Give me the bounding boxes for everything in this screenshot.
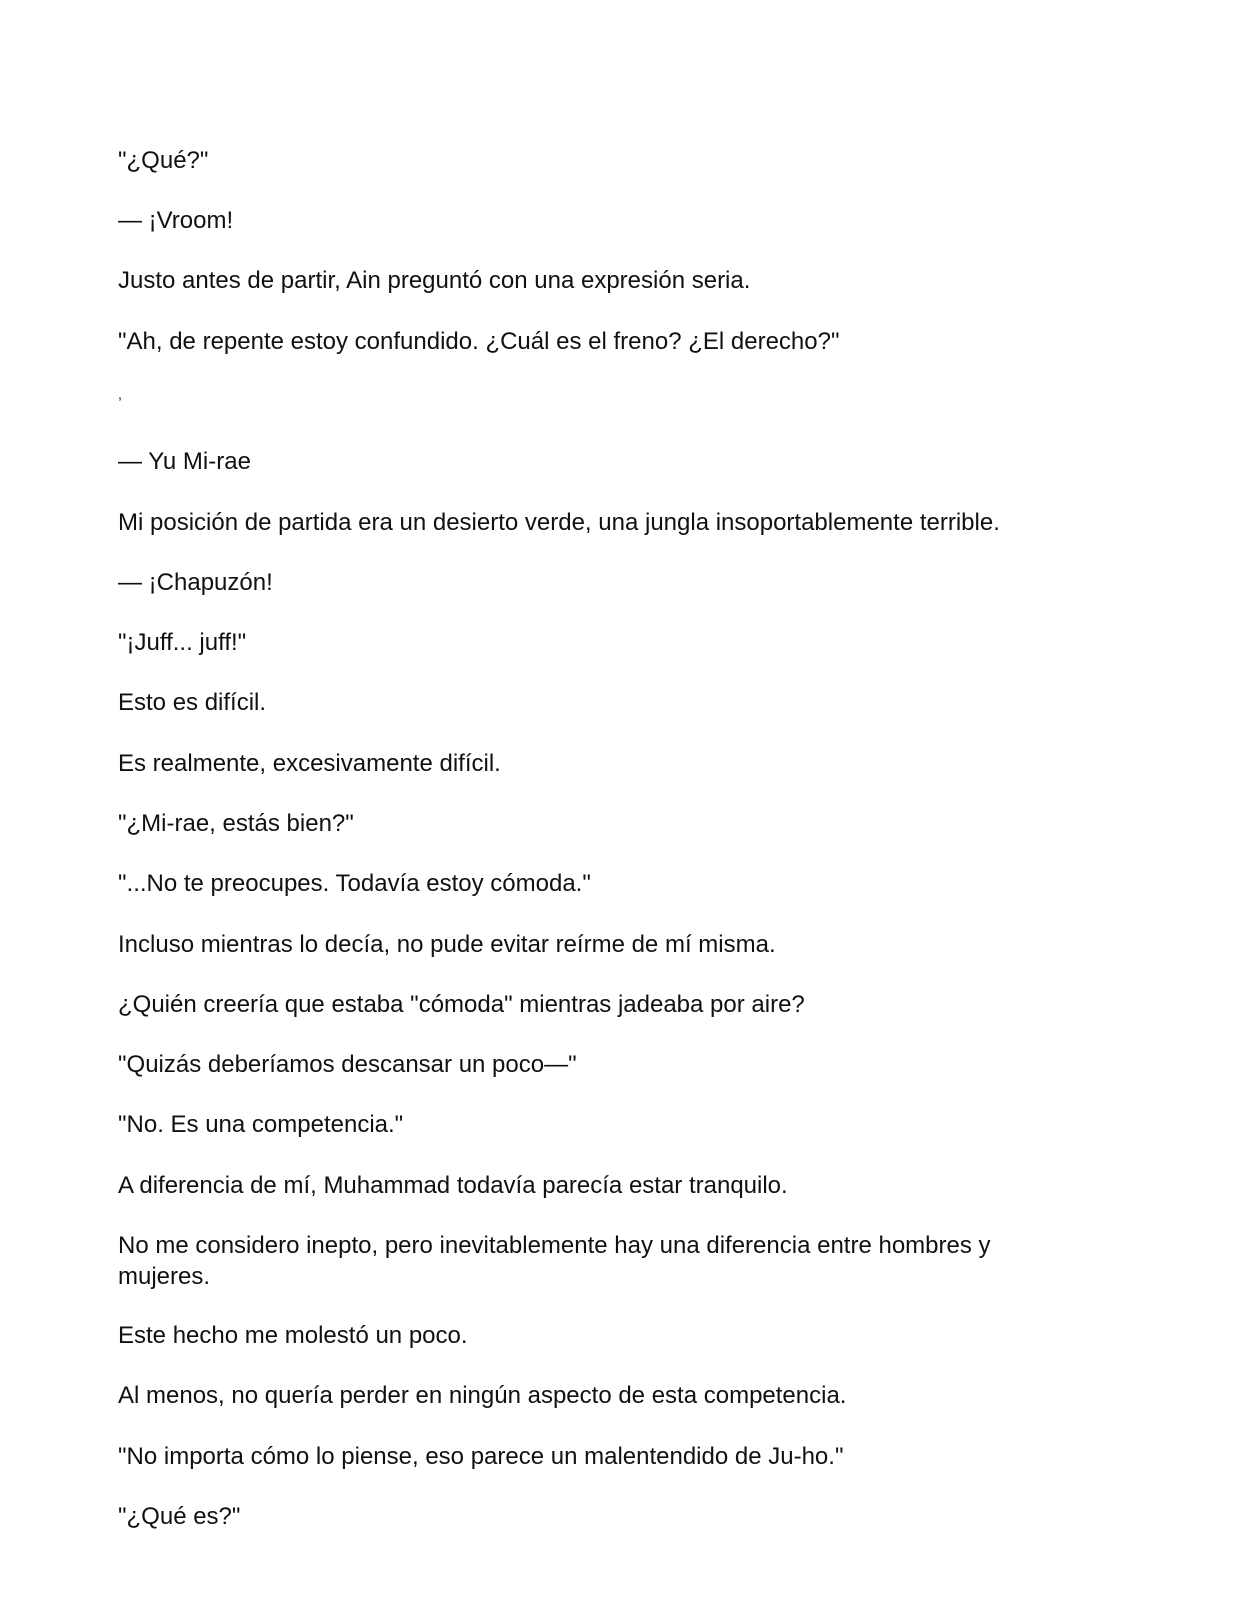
paragraph: "¡Juff... juff!": [118, 629, 247, 656]
paragraph: — Yu Mi-rae: [118, 448, 251, 475]
paragraph: "Ah, de repente estoy confundido. ¿Cuál es el freno? ¿El derecho?": [118, 328, 840, 355]
paragraph: "No importa cómo lo piense, eso parece un malentendido de Ju-ho.": [118, 1443, 844, 1470]
paragraph: Al menos, no quería perder en ningún aspecto de esta competencia.: [118, 1382, 847, 1409]
paragraph: Justo antes de partir, Ain preguntó con una expresión seria.: [118, 267, 751, 294]
paragraph: "...No te preocupes. Todavía estoy cómoda.": [118, 870, 591, 897]
paragraph: "¿Qué es?": [118, 1503, 241, 1530]
paragraph: ¿Quién creería que estaba "cómoda" mientras jadeaba por aire?: [118, 991, 805, 1018]
paragraph: Mi posición de partida era un desierto verde, una jungla insoportablemente terrible.: [118, 509, 1000, 536]
paragraph-mark: ,: [118, 386, 122, 402]
paragraph: "¿Mi-rae, estás bien?": [118, 810, 354, 837]
paragraph: "No. Es una competencia.": [118, 1111, 404, 1138]
paragraph: — ¡Vroom!: [118, 207, 234, 234]
paragraph: Es realmente, excesivamente difícil.: [118, 750, 501, 777]
paragraph: — ¡Chapuzón!: [118, 569, 273, 596]
paragraph: "Quizás deberíamos descansar un poco—": [118, 1051, 577, 1078]
paragraph: Esto es difícil.: [118, 689, 267, 716]
paragraph: "¿Qué?": [118, 147, 209, 174]
paragraph: Incluso mientras lo decía, no pude evitar reírme de mí misma.: [118, 931, 776, 958]
paragraph: A diferencia de mí, Muhammad todavía parecía estar tranquilo.: [118, 1172, 788, 1199]
paragraph: Este hecho me molestó un poco.: [118, 1322, 468, 1349]
paragraph: No me considero inepto, pero inevitablemente hay una diferencia entre hombres y mujeres.: [118, 1232, 991, 1290]
